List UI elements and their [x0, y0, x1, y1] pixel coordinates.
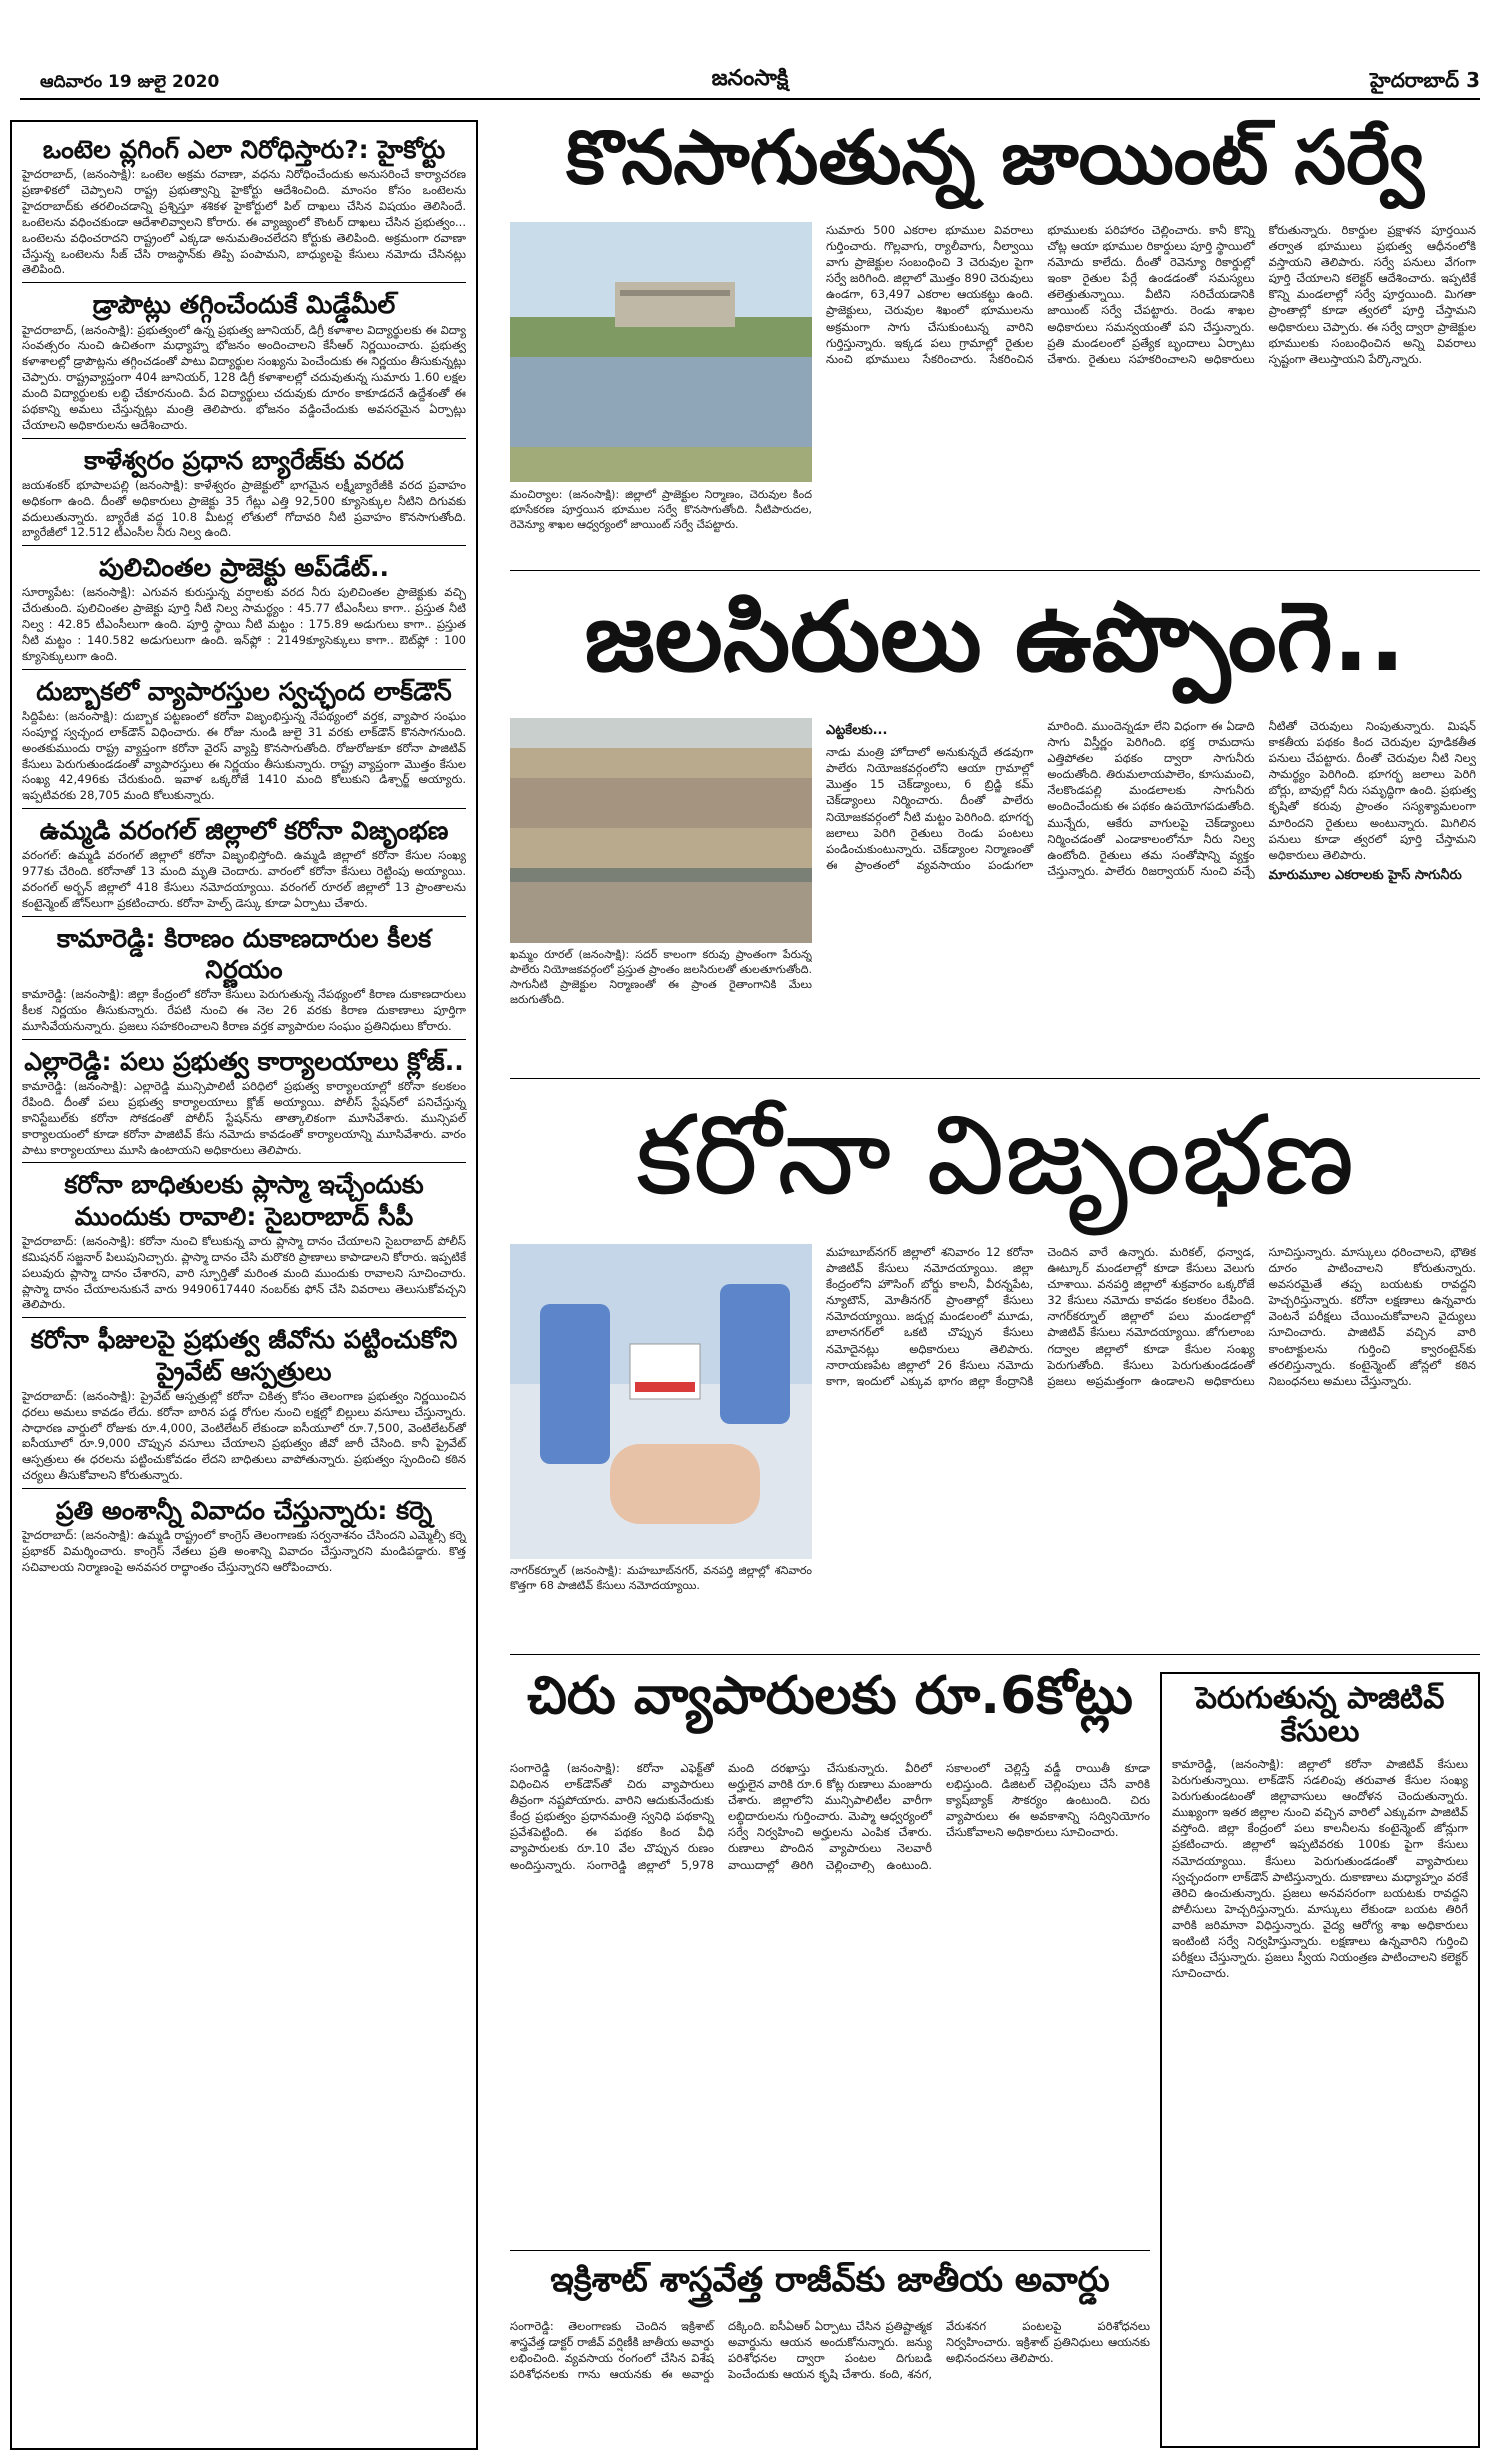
- divider: [22, 808, 466, 809]
- brief-2: [22, 289, 466, 433]
- brief-headline: కరోనా ఫీజులపై ప్రభుత్వ జీవోను పట్టించుకోని ప్రైవేట్ ఆస్పత్రులు: [30, 1325, 458, 1386]
- brief-body: కామారెడ్డి: (జనంసాక్షి): జిల్లా కేంద్రంలో కరోనా కేసులు పెరుగుతున్న నేపథ్యంలో కిరాణ దుకాణదారులు కీలక నిర్ణయం తీసుకున్నారు. రేపటి నుంచి ఈ నెల 26 వరకు కిరాణ దుకాణాలు పూర్తిగా మూసివేయనున్నారు. ప్రజలు సహకరించాలని కిరాణ వర్తక వ్యాపారుల సంఘం ప్రతినిధులు కోరారు.: [22, 987, 466, 1034]
- story-body: సుమారు 500 ఎకరాల భూముల వివరాలు గుర్తించారు. గొల్లవాగు, ర్యాలీవాగు, నీల్వాయి వాగు ప్రాజెక్టుల సంబంధించి 3 చెరువుల పైగా సర్వే జరిగింది. జిల్లాలో మొత్తం 890 చెరువులు ఉండగా, 63,497 ఎకరాల ఆయకట్టు ఉంది. ప్రాజెక్టులు, చెరువుల శిఖంలో భూములను అక్రమంగా సాగు చేసుకుంటున్న వారిని గుర్తిస్తున్నారు. ఇక్కడ పలు గ్రామాల్లో రైతుల నుంచి భూములు సేకరించారు. సేకరించిన భూములకు పరిహారం చెల్లించారు. కానీ కొన్ని చోట్ల ఆయా భూముల రికార్డులు పూర్తి స్థాయిలో నమోదు కాలేదు. దీంతో రెవెన్యూ రికార్డుల్లో ఇంకా రైతుల పేర్లే ఉండడంతో సమస్యలు తలెత్తుతున్నాయి. వీటిని సరిచేయడానికి జాయింట్ సర్వే చేపట్టారు. రెండు శాఖల అధికారులు సమన్వయంతో పని చేస్తున్నారు. ప్రతి మండలంలో ప్రత్యేక బృందాలు ఏర్పాటు చేశారు. రైతులు సహకరించాలని అధికారులు కోరుతున్నారు. రికార్డుల ప్రక్షాళన పూర్తయిన తర్వాత భూములు ప్రభుత్వ ఆధీనంలోకి వస్తాయని తెలిపారు. సర్వే పనులు వేగంగా పూర్తి చేయాలని కలెక్టర్ ఆదేశించారు. ఇప్పటికే కొన్ని మండలాల్లో సర్వే పూర్తయింది. మిగతా ప్రాంతాల్లో కూడా త్వరలో పూర్తి చేస్తామని అధికారులు చెప్పారు. ఈ సర్వే ద్వారా ప్రాజెక్టుల భూములకు సంబంధించిన అన్ని వివరాలు స్పష్టంగా తెలుస్తాయని పేర్కొన్నారు.: [826, 223, 1476, 366]
- masthead: జనంసాక్షి: [711, 66, 789, 91]
- brief-1: [22, 134, 466, 278]
- left-column: [10, 120, 478, 2450]
- brief-4: [22, 552, 466, 665]
- divider: [22, 1162, 466, 1163]
- brief-headline: కాళేశ్వరం ప్రధాన బ్యారేజ్‌కు వరద: [84, 445, 404, 475]
- brief-headline: డ్రాపౌట్లు తగ్గించేందుకే మిడ్డేమీల్: [92, 290, 396, 320]
- brief-3: [22, 445, 466, 542]
- story-subhead: మారుమూల ఎకరాలకు హైస్ సాగునీరు: [1268, 867, 1462, 883]
- headline-small-traders: చిరు వ్యాపారులకు రూ.6కోట్లు: [527, 1666, 1133, 1726]
- brief-headline: దుబ్బాకలో వ్యాపారస్తుల స్వచ్ఛంద లాక్‌డౌన్: [36, 676, 452, 706]
- brief-body: సిద్దిపేట: (జనంసాక్షి): దుబ్బాక పట్టణంలో కరోనా విజృంభిస్తున్న నేపథ్యంలో వర్తక, వ్యాపార సంఘం సంపూర్ణ స్వచ్ఛంద లాక్‌డౌన్ విధించారు. ఈ రోజు నుండి జులై 31 వరకు లాక్‌డౌన్ కొనసాగనుంది. అంతకుముందు రాష్ట్ర వ్యాప్తంగా కరోనా వైరస్ వ్యాప్తి కొనసాగుతోంది. రోజురోజుకూ కరోనా పాజిటివ్ కేసులు పెరుగుతుండడంతో వ్యాపారస్తులు ఈ నిర్ణయం తీసుకున్నారు. రాష్ట్ర వ్యాప్తంగా మొత్తం కేసుల సంఖ్య 42,496కు చేరుకుంది. ఇవాళ ఒక్కరోజే 1410 మంది కోలుకుని డిశ్చార్జ్ అయ్యారు. ఇప్పటివరకు 28,705 మంది కోలుకున్నారు.: [22, 709, 466, 803]
- brief-headline: ఉమ్మడి వరంగల్ జిల్లాలో కరోనా విజృంభణ: [39, 816, 449, 846]
- headline-corona-surge: కరోనా విజృంభణ: [635, 1091, 1355, 1219]
- brief-headline: కామారెడ్డి: కిరాణం దుకాణదారుల కీలక నిర్ణయం: [56, 923, 432, 985]
- divider: [22, 282, 466, 283]
- brief-body: జయశంకర్ భూపాలపల్లి (జనంసాక్షి): కాళేశ్వరం ప్రాజెక్టులో భాగమైన లక్ష్మీబ్యారేజీకి వరద ప్రవాహం అధికంగా ఉంది. దీంతో అధికారులు ప్రాజెక్టు 35 గేట్లు ఎత్తి 92,500 క్యూసెక్కుల నీటిని దిగువకు వదులుతున్నారు. బ్యారేజీ వద్ద 10.8 మీటర్ల లోతులో గోదావరి నీటి ప్రవాహం కొనసాగుతోంది. బ్యారేజీలో 12.512 టీఎంసీల నీరు నిల్వ ఉంది.: [22, 477, 466, 540]
- brief-6: [22, 815, 466, 912]
- divider: [22, 1317, 466, 1318]
- photo-caption: మంచిర్యాల: (జనంసాక్షి): జిల్లాలో ప్రాజెక్టుల నిర్మాణం, చెరువుల కింద భూసేకరణ పూర్తయిన భూముల సర్వే కొనసాగుతోంది. నీటిపారుదల, రెవెన్యూ శాఖల ఆధ్వర్యంలో జాయింట్ సర్వే చేపట్టారు.: [510, 488, 812, 531]
- brief-body: సూర్యాపేట: (జనంసాక్షి): ఎగువన కురుస్తున్న వర్షాలకు వరద నీరు పులిచింతల ప్రాజెక్టుకు వచ్చి చేరుతుంది. పులిచింతల ప్రాజెక్టు పూర్తి నీటి నిల్వ సామర్థ్యం : 45.77 టీఎంసీలు కాగా.. ప్రస్తుత నీటి నిల్వ : 42.85 టీఎంసీలుగా ఉంది. పూర్తి స్థాయి నీటి మట్టం : 175.89 అడుగులు కాగా.. ప్రస్తుత నీటి మట్టం : 140.582 అడుగులుగా ఉంది. ఇన్‌ఫ్లో : 2149క్యూసెక్కులు కాగా.. ఔట్‌ఫ్లో : 100 క్యూసెక్కులుగా ఉంది.: [22, 585, 466, 663]
- brief-body: హైదరాబాద్: (జనంసాక్షి): కరోనా నుంచి కోలుకున్న వారు ప్లాస్మా దానం చేయాలని సైబరాబాద్ పోలీస్ కమిషనర్ సజ్జనార్ పిలుపునిచ్చారు. ప్లాస్మా దానం చేసి మరొకరి ప్రాణాలు కాపాడాలని కోరారు. ఇప్పటికే పలువురు ప్లాస్మా దానం చేశారని, వారి స్ఫూర్తితో మరింత మంది ముందుకు రావాలని సూచించారు. ప్లాస్మా దానం చేయాలనుకునే వారు 9490617440 నంబర్‌కు ఫోన్ చేసి వివరాలు తెలుసుకోవచ్చని తెలిపారు.: [22, 1233, 466, 1312]
- divider: [510, 1078, 1480, 1079]
- brief-8: [22, 1046, 466, 1159]
- brief-body: హైదరాబాద్: (జనంసాక్షి): ప్రైవేట్ ఆస్పత్రుల్లో కరోనా చికిత్స కోసం తెలంగాణ ప్రభుత్వం నిర్ణయించిన ధరలు అమలు కావడం లేదు. కరోనా బారిన పడ్డ రోగుల నుంచి లక్షల్లో బిల్లులు వసూలు చేస్తున్నారు. సాధారణ వార్డులో రోజుకు రూ.4,000, వెంటిలేటర్ లేకుండా ఐసీయూలో రూ.7,500, వెంటిలేటర్‌తో ఐసీయూలో రూ.9,000 చొప్పున వసూలు చేయాలని ప్రభుత్వం జీవో జారీ చేసింది. కానీ ప్రైవేట్ ఆస్పత్రులు ఈ ధరలను పట్టించుకోవడం లేదని బాధితులు వాపోతున్నారు. ప్రభుత్వం స్పందించి కఠిన చర్యలు తీసుకోవాలని కోరుతున్నారు.: [22, 1388, 466, 1483]
- divider: [22, 669, 466, 670]
- brief-headline: ప్రతి అంశాన్నీ వివాదం చేస్తున్నారు: కర్నె: [55, 1495, 433, 1525]
- story-body: సంగారెడ్డి: తెలంగాణకు చెందిన ఇక్రిశాట్ శాస్త్రవేత్త డాక్టర్ రాజీవ్ వర్షిణీకి జాతీయ అవార్డు లభించింది. వ్యవసాయ రంగంలో చేసిన విశేష పరిశోధనలకు గాను ఆయనకు ఈ అవార్డు దక్కింది. ఐసీఏఆర్ ఏర్పాటు చేసిన ప్రతిష్టాత్మక అవార్డును ఆయన అందుకోనున్నారు. జన్యు పరిశోధనల ద్వారా పంటల దిగుబడి పెంచేందుకు ఆయన కృషి చేశారు. కంది, శనగ, వేరుశనగ పంటలపై పరిశోధనలు నిర్వహించారు. ఇక్రిశాట్ ప్రతినిధులు ఆయనకు అభినందనలు తెలిపారు.: [510, 2319, 1150, 2382]
- story-body: సంగారెడ్డి (జనంసాక్షి): కరోనా ఎఫెక్ట్‌తో విధించిన లాక్‌డౌన్‌తో చిరు వ్యాపారులు తీవ్రంగా నష్టపోయారు. వారిని ఆదుకునేందుకు కేంద్ర ప్రభుత్వం ప్రధానమంత్రి స్వనిధి పథకాన్ని ప్రవేశపెట్టింది. ఈ పథకం కింద వీధి వ్యాపారులకు రూ.10 వేల చొప్పున రుణం అందిస్తున్నారు. సంగారెడ్డి జిల్లాలో 5,978 మంది దరఖాస్తు చేసుకున్నారు. వీరిలో అర్హులైన వారికి రూ.6 కోట్ల రుణాలు మంజూరు చేశారు. జిల్లాలోని మున్సిపాలిటీల వారీగా లబ్ధిదారులను గుర్తించారు. మెప్మా ఆధ్వర్యంలో సర్వే నిర్వహించి అర్హులను ఎంపిక చేశారు. రుణాలు పొందిన వ్యాపారులు నెలవారీ వాయిదాల్లో తిరిగి చెల్లించాల్సి ఉంటుంది. సకాలంలో చెల్లిస్తే వడ్డీ రాయితీ కూడా లభిస్తుంది. డిజిటల్ చెల్లింపులు చేసే వారికి క్యాష్‌బ్యాక్ సౌకర్యం ఉంటుంది. చిరు వ్యాపారులు ఈ అవకాశాన్ని సద్వినియోగం చేసుకోవాలని అధికారులు సూచించారు.: [510, 1761, 1150, 1872]
- issue-date: ఆదివారం 19 జులై 2020: [40, 72, 220, 92]
- positive-cases-box: [1160, 1672, 1480, 2448]
- divider: [22, 916, 466, 917]
- photo-caption: ఖమ్మం రూరల్ (జనంసాక్షి): సదర్ కాలంగా కరువు ప్రాంతంగా పేరున్న పాలేరు నియోజకవర్గంలో ప్రస్తుత ప్రాంతం జలసిరులతో తులతూగుతోంది. సాగునీటి ప్రాజెక్టుల నిర్మాణంతో ఈ ప్రాంత రైతాంగానికి మేలు జరుగుతోంది.: [510, 948, 812, 1006]
- divider: [22, 438, 466, 439]
- top-rule: [20, 98, 1480, 100]
- brief-body: హైదరాబాద్, (జనంసాక్షి): ఒంటెల అక్రమ రవాణా, వధను నిరోధించేందుకు అనుసరించే కార్యాచరణ ప్రణాళికలో చెప్పాలని రాష్ట్ర ప్రభుత్వాన్ని హైకోర్టు ఆదేశించింది. మాంసం కోసం ఒంటెలను హైదరాబాద్‌కు తరలించడాన్ని ప్రశ్నిస్తూ శశికళ హైకోర్టులో పిల్ దాఖలు చేసిన విషయం తెలిసిందే. ఒంటెలను వధించకుండా ఆదేశాలివ్వాలని కోరారు. ఈ వ్యాజ్యంలో కౌంటర్ దాఖలు చేసిన ప్రభుత్వం... ఒంటెలను వధించరాదని రాష్ట్రంలో ఎక్కడా అనుమతించలేదని కోర్టుకు తెలిపింది. అక్రమంగా రవాణా చేస్తున్న ఒంటెలను సీజ్ చేసి రాజస్థాన్‌కు తిప్పి పంపామని, బాధ్యులపై కేసులు నమోదు చేసినట్లు తెలిపింది.: [22, 167, 466, 277]
- photo-reservoir: [510, 222, 812, 482]
- brief-headline: పులిచింతల ప్రాజెక్టు అప్‌డేట్..: [98, 553, 389, 583]
- divider: [510, 570, 1480, 571]
- brief-headline: ఒంటెల వ్లగింగ్ ఎలా నిరోధిస్తారు?: హైకోర్టు: [42, 135, 446, 164]
- divider: [510, 1654, 1480, 1655]
- headline-joint-survey: కొనసాగుతున్న జాయింట్ సర్వే: [566, 115, 1424, 201]
- photo-river-bridge: [510, 718, 812, 943]
- box-headline: పెరుగుతున్న పాజిటివ్ కేసులు: [1195, 1681, 1445, 1749]
- brief-headline: కరోనా బాధితులకు ప్లాస్మా ఇచ్చేందుకు ముందుకు రావాలి: సైబరాబాద్ సీపీ: [64, 1170, 424, 1231]
- photo-covid-test: [510, 1244, 812, 1559]
- story-subhead: ఎట్టకేలకు...: [826, 723, 888, 738]
- divider: [22, 1488, 466, 1489]
- headline-icrisat-award: ఇక్రిశాట్ శాస్త్రవేత్త రాజీవ్‌కు జాతీయ అవార్డు: [550, 2260, 1110, 2300]
- brief-body: హైదరాబాద్, (జనంసాక్షి): ప్రభుత్వంలో ఉన్న ప్రభుత్వ జూనియర్, డిగ్రీ కళాశాల విద్యార్థులకు ఈ విద్యా సంవత్సరం నుంచి ఉచితంగా మధ్యాహ్న భోజనం అందించాలని కేసీఆర్ నిర్ణయించారు. ప్రభుత్వ కళాశాలల్లో డ్రాపౌట్లను తగ్గించడంతో పాటు విద్యార్థుల సంఖ్యను పెంచేందుకు ఈ నిర్ణయం తీసుకున్నట్లు చెప్పారు. రాష్ట్రవ్యాప్తంగా 404 జూనియర్, 128 డిగ్రీ కళాశాలల్లో చదువుతున్న సుమారు 1.60 లక్షల మంది విద్యార్థులకు లబ్ధి చేకూరనుంది. పేద విద్యార్థులు చదువుకు దూరం కాకూడదనే ఉద్దేశంతో ఈ పథకాన్ని అమలు చేస్తున్నట్లు మంత్రి తెలిపారు. భోజనం వడ్డించేందుకు అవసరమైన ఏర్పాట్లు చేయాలని అధికారులను ఆదేశించారు.: [22, 322, 466, 432]
- brief-11: [22, 1495, 466, 1576]
- divider: [510, 2250, 1150, 2251]
- headline-water-wealth: జలసిరులు ఉప్పొంగె..: [584, 581, 1406, 693]
- divider: [22, 545, 466, 546]
- photo-caption: నాగర్‌కర్నూల్ (జనంసాక్షి): మహబూబ్‌నగర్, వనపర్తి జిల్లాల్లో శనివారం కొత్తగా 68 పాజిటివ్ కేసులు నమోదయ్యాయి.: [510, 1564, 812, 1592]
- divider: [22, 1039, 466, 1040]
- brief-body: హైదరాబాద్: (జనంసాక్షి): ఉమ్మడి రాష్ట్రంలో కాంగ్రెస్ తెలంగాణకు సర్వనాశనం చేసిందని ఎమ్మెల్సీ కర్నె ప్రభాకర్ విమర్శించారు. కాంగ్రెస్ నేతలు ప్రతి అంశాన్ని వివాదం చేస్తున్నారని మండిపడ్డారు. కొత్త సచివాలయ నిర్మాణంపై అనవసర రాద్ధాంతం చేస్తున్నారని ఆరోపించారు.: [22, 1528, 466, 1574]
- brief-headline: ఎల్లారెడ్డి: పలు ప్రభుత్వ కార్యాలయాలు క్లోజ్..: [24, 1046, 464, 1076]
- brief-body: కామారెడ్డి: (జనంసాక్షి): ఎల్లారెడ్డి మున్సిపాలిటీ పరిధిలో ప్రభుత్వ కార్యాలయాల్లో కరోనా కలకలం రేపింది. దీంతో పలు ప్రభుత్వ కార్యాలయాలు క్లోజ్ అయ్యాయి. పోలీస్ స్టేషన్‌లో పనిచేస్తున్న కానిస్టేబుల్‌కు కరోనా సోకడంతో పోలీస్ స్టేషన్‌ను తాత్కాలికంగా మూసివేశారు. మున్సిపల్ కార్యాలయంలో కూడా కరోనా పాజిటివ్ కేసు నమోదు కావడంతో కార్యాలయాన్ని మూసివేశారు. వారం పాటు కార్యాలయాలు మూసి ఉంటాయని అధికారులు తెలిపారు.: [22, 1079, 466, 1157]
- brief-7: [22, 923, 466, 1035]
- brief-10: [22, 1324, 466, 1484]
- story-text: నాడు మంత్రి హోదాలో అనుకున్నదే తడవుగా పాలేరు నియోజకవర్గంలోని ఆయా గ్రామాల్లో మొత్తం 15 చెక్‌డ్యాంలు, 6 బ్రిడ్జి కమ్ చెక్‌డ్యాంలు నిర్మించారు. దీంతో పాలేరు నియోజకవర్గంలో నీటి మట్టం పెరిగింది. భూగర్భ జలాలు పెరిగి రైతులు రెండు పంటలు పండించుకుంటున్నారు. చెక్‌డ్యాంల నిర్మాణంతో ఈ ప్రాంతంలో వ్యవసాయం పండుగలా మారింది. ముందెన్నడూ లేని విధంగా ఈ ఏడాది సాగు విస్తీర్ణం పెరిగింది. భక్త రామదాసు ఎత్తిపోతల పథకం ద్వారా సాగునీరు అందుతోంది. తిరుమలాయపాలెం, కూసుమంచి, నేలకొండపల్లి మండలాలకు సాగునీరు అందించేందుకు ఈ పథకం ఉపయోగపడుతోంది. మున్నేరు, ఆకేరు వాగులపై చెక్‌డ్యాంలు నిర్మించడంతో ఎండాకాలంలోనూ నీరు నిల్వ ఉంటోంది. రైతులు తమ సంతోషాన్ని వ్యక్తం చేస్తున్నారు. పాలేరు రిజర్వాయర్ నుంచి వచ్చే నీటితో చెరువులు నింపుతున్నారు. మిషన్ కాకతీయ పథకం కింద చెరువుల పూడికతీత పనులు చేపట్టారు. దీంతో చెరువుల నీటి నిల్వ సామర్థ్యం పెరిగింది. భూగర్భ జలాలు పెరిగి బోర్లు, బావుల్లో నీరు సమృద్ధిగా ఉంది. ప్రభుత్వ కృషితో కరువు ప్రాంతం సస్యశ్యామలంగా మారిందని రైతులు అంటున్నారు. మిగిలిన పనులు కూడా త్వరలో పూర్తి చేస్తామని అధికారులు తెలిపారు.: [826, 719, 1476, 878]
- edition-page: హైదరాబాద్ 3: [1370, 68, 1480, 92]
- story-body: మహబూబ్‌నగర్ జిల్లాలో శనివారం 12 కరోనా పాజిటివ్ కేసులు నమోదయ్యాయి. జిల్లా కేంద్రంలోని హౌసింగ్ బోర్డు కాలనీ, వీరన్నపేట, న్యూటౌన్, మోతీనగర్ ప్రాంతాల్లో కేసులు నమోదయ్యాయి. జడ్చర్ల మండలంలో మూడు, బాలానగర్‌లో ఒకటి చొప్పున కేసులు నమోదైనట్లు అధికారులు తెలిపారు. నారాయణపేట జిల్లాలో 26 కేసులు నమోదు కాగా, ఇందులో ఎక్కువ భాగం జిల్లా కేంద్రానికి చెందిన వారే ఉన్నారు. మరికల్, ధన్వాడ, ఊట్కూర్ మండలాల్లో కూడా కేసులు వెలుగు చూశాయి. వనపర్తి జిల్లాలో శుక్రవారం ఒక్కరోజే 32 కేసులు నమోదు కావడం కలకలం రేపింది. నాగర్‌కర్నూల్ జిల్లాలో పలు మండలాల్లో పాజిటివ్ కేసులు నమోదయ్యాయి. జోగులాంబ గద్వాల జిల్లాలో కూడా కేసుల సంఖ్య పెరుగుతోంది. కేసులు పెరుగుతుండడంతో ప్రజలు అప్రమత్తంగా ఉండాలని అధికారులు సూచిస్తున్నారు. మాస్కులు ధరించాలని, భౌతిక దూరం పాటించాలని కోరుతున్నారు. అవసరమైతే తప్ప బయటకు రావద్దని హెచ్చరిస్తున్నారు. కరోనా లక్షణాలు ఉన్నవారు వెంటనే పరీక్షలు చేయించుకోవాలని వైద్యులు సూచించారు. పాజిటివ్ వచ్చిన వారి కాంటాక్టులను గుర్తించి క్వారంటైన్‌కు తరలిస్తున్నారు. కంటైన్మెంట్ జోన్లలో కఠిన నిబంధనలు అమలు చేస్తున్నారు.: [826, 1245, 1476, 1388]
- story-body: [826, 718, 1476, 1068]
- box-body: కామారెడ్డి, (జనంసాక్షి): జిల్లాలో కరోనా పాజిటివ్ కేసులు పెరుగుతున్నాయి. లాక్‌డౌన్ సడలింపు తరువాత కేసుల సంఖ్య పెరుగుతుండటంతో జిల్లావాసులు ఆందోళన చెందుతున్నారు. ముఖ్యంగా ఇతర జిల్లాల నుంచి వచ్చిన వారిలో ఎక్కువగా పాజిటివ్ వస్తోంది. జిల్లా కేంద్రంలో పలు కాలనీలను కంటైన్మెంట్ జోన్లుగా ప్రకటించారు. జిల్లాలో ఇప్పటివరకు 100కు పైగా కేసులు నమోదయ్యాయి. కేసులు పెరుగుతుండడంతో వ్యాపారులు స్వచ్ఛందంగా లాక్‌డౌన్ పాటిస్తున్నారు. దుకాణాలు మధ్యాహ్నం వరకే తెరిచి ఉంచుతున్నారు. ప్రజలు అనవసరంగా బయటకు రావద్దని పోలీసులు హెచ్చరిస్తున్నారు. మాస్కులు లేకుండా బయట తిరిగే వారికి జరిమానా విధిస్తున్నారు. వైద్య ఆరోగ్య శాఖ అధికారులు ఇంటింటి సర్వే నిర్వహిస్తున్నారు. లక్షణాలు ఉన్నవారిని గుర్తించి పరీక్షలు చేస్తున్నారు. ప్రజలు స్వీయ నియంత్రణ పాటించాలని కలెక్టర్ సూచించారు.: [1172, 1757, 1468, 1981]
- brief-5: [22, 676, 466, 804]
- brief-body: వరంగల్: ఉమ్మడి వరంగల్ జిల్లాలో కరోనా విజృంభిస్తోంది. ఉమ్మడి జిల్లాలో కరోనా కేసుల సంఖ్య 977కు చేరింది. కరోనాతో 13 మంది మృతి చెందారు. వారంలో కరోనా కేసులు రెట్టింపు అయ్యాయి. వరంగల్ అర్బన్ జిల్లాలో 418 కేసులు నమోదయ్యాయి. వరంగల్ రూరల్ జిల్లాలో 13 ప్రాంతాలను కంటైన్మెంట్ జోన్‌లుగా ప్రకటించారు. కరోనా హెల్ప్ డెస్కు కూడా ఏర్పాటు చేశారు.: [22, 848, 466, 910]
- brief-9: [22, 1169, 466, 1313]
